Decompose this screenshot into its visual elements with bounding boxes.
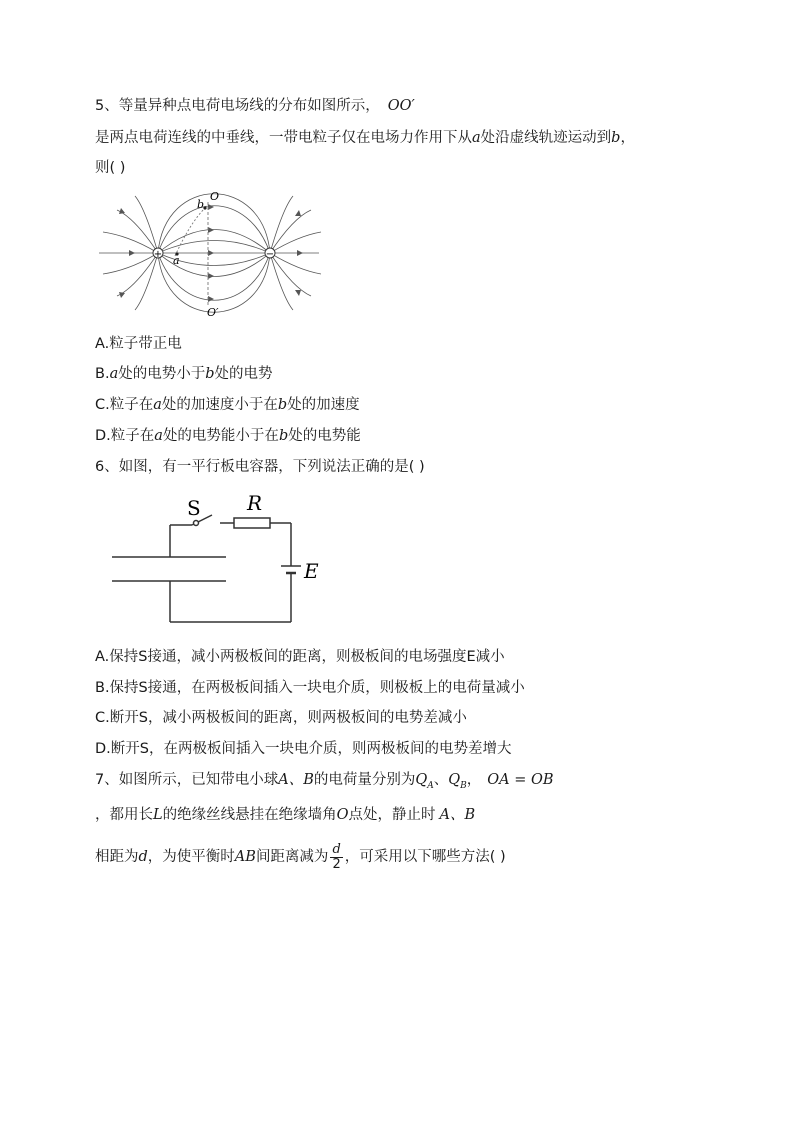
q5-option-d: D.粒子在a处的电势能小于在b处的电势能	[95, 428, 361, 444]
positive-charge-label: +	[153, 249, 163, 260]
q6-option-c: C.断开S，减小两极板间的距离，则两极板间的电势差减小	[95, 710, 467, 726]
electric-field-lines-figure	[95, 188, 325, 320]
switch-label: S	[187, 496, 201, 520]
point-b-label: b	[197, 198, 205, 211]
q6-stem: 6、如图，有一平行板电容器，下列说法正确的是( )	[95, 459, 425, 475]
q5-line2: 是两点电荷连线的中垂线，一带电粒子仅在电场力作用下从a处沿虚线轨迹运动到b，	[95, 130, 635, 146]
point-o-prime-label: O′	[207, 306, 219, 319]
q7-line2: ，都用长L的绝缘丝线悬挂在绝缘墙角O点处，静止时 A、B	[95, 807, 476, 823]
q6-option-d: D.断开S，在两极板间插入一块电介质，则两极板间的电势差增大	[95, 741, 512, 757]
q6-option-b: B.保持S接通，在两极板间插入一块电介质，则极板上的电荷量减小	[95, 680, 525, 696]
q7-line1: 7、如图所示，已知带电小球A、B的电荷量分别为$Q_A$、$Q_B$， OA = OB	[95, 772, 554, 791]
point-a-label: a	[173, 254, 180, 267]
q6-option-a: A.保持S接通，减小两极板间的距离，则极板间的电场强度E减小	[95, 649, 505, 665]
capacitor-circuit-figure	[108, 490, 338, 630]
q5-line3: 则( )	[95, 160, 126, 176]
point-o-label: O	[210, 190, 220, 203]
resistor-label: R	[247, 491, 263, 515]
q5-option-b: B.a处的电势小于b处的电势	[95, 366, 273, 382]
fraction-d-over-2: $\frac{d}{2}$	[332, 841, 341, 872]
q7-line3: 相距为d，为使平衡时AB间距离减为 $\frac{d}{2}$ ，可采用以下哪些方法( )	[95, 841, 506, 872]
emf-label: E	[304, 559, 319, 583]
q5-option-c: C.粒子在a处的加速度小于在b处的加速度	[95, 397, 360, 413]
q5-option-a: A.粒子带正电	[95, 336, 182, 352]
q5-line1: 5、等量异种点电荷电场线的分布如图所示， OO′	[95, 98, 415, 114]
negative-charge-label: −	[265, 249, 275, 260]
